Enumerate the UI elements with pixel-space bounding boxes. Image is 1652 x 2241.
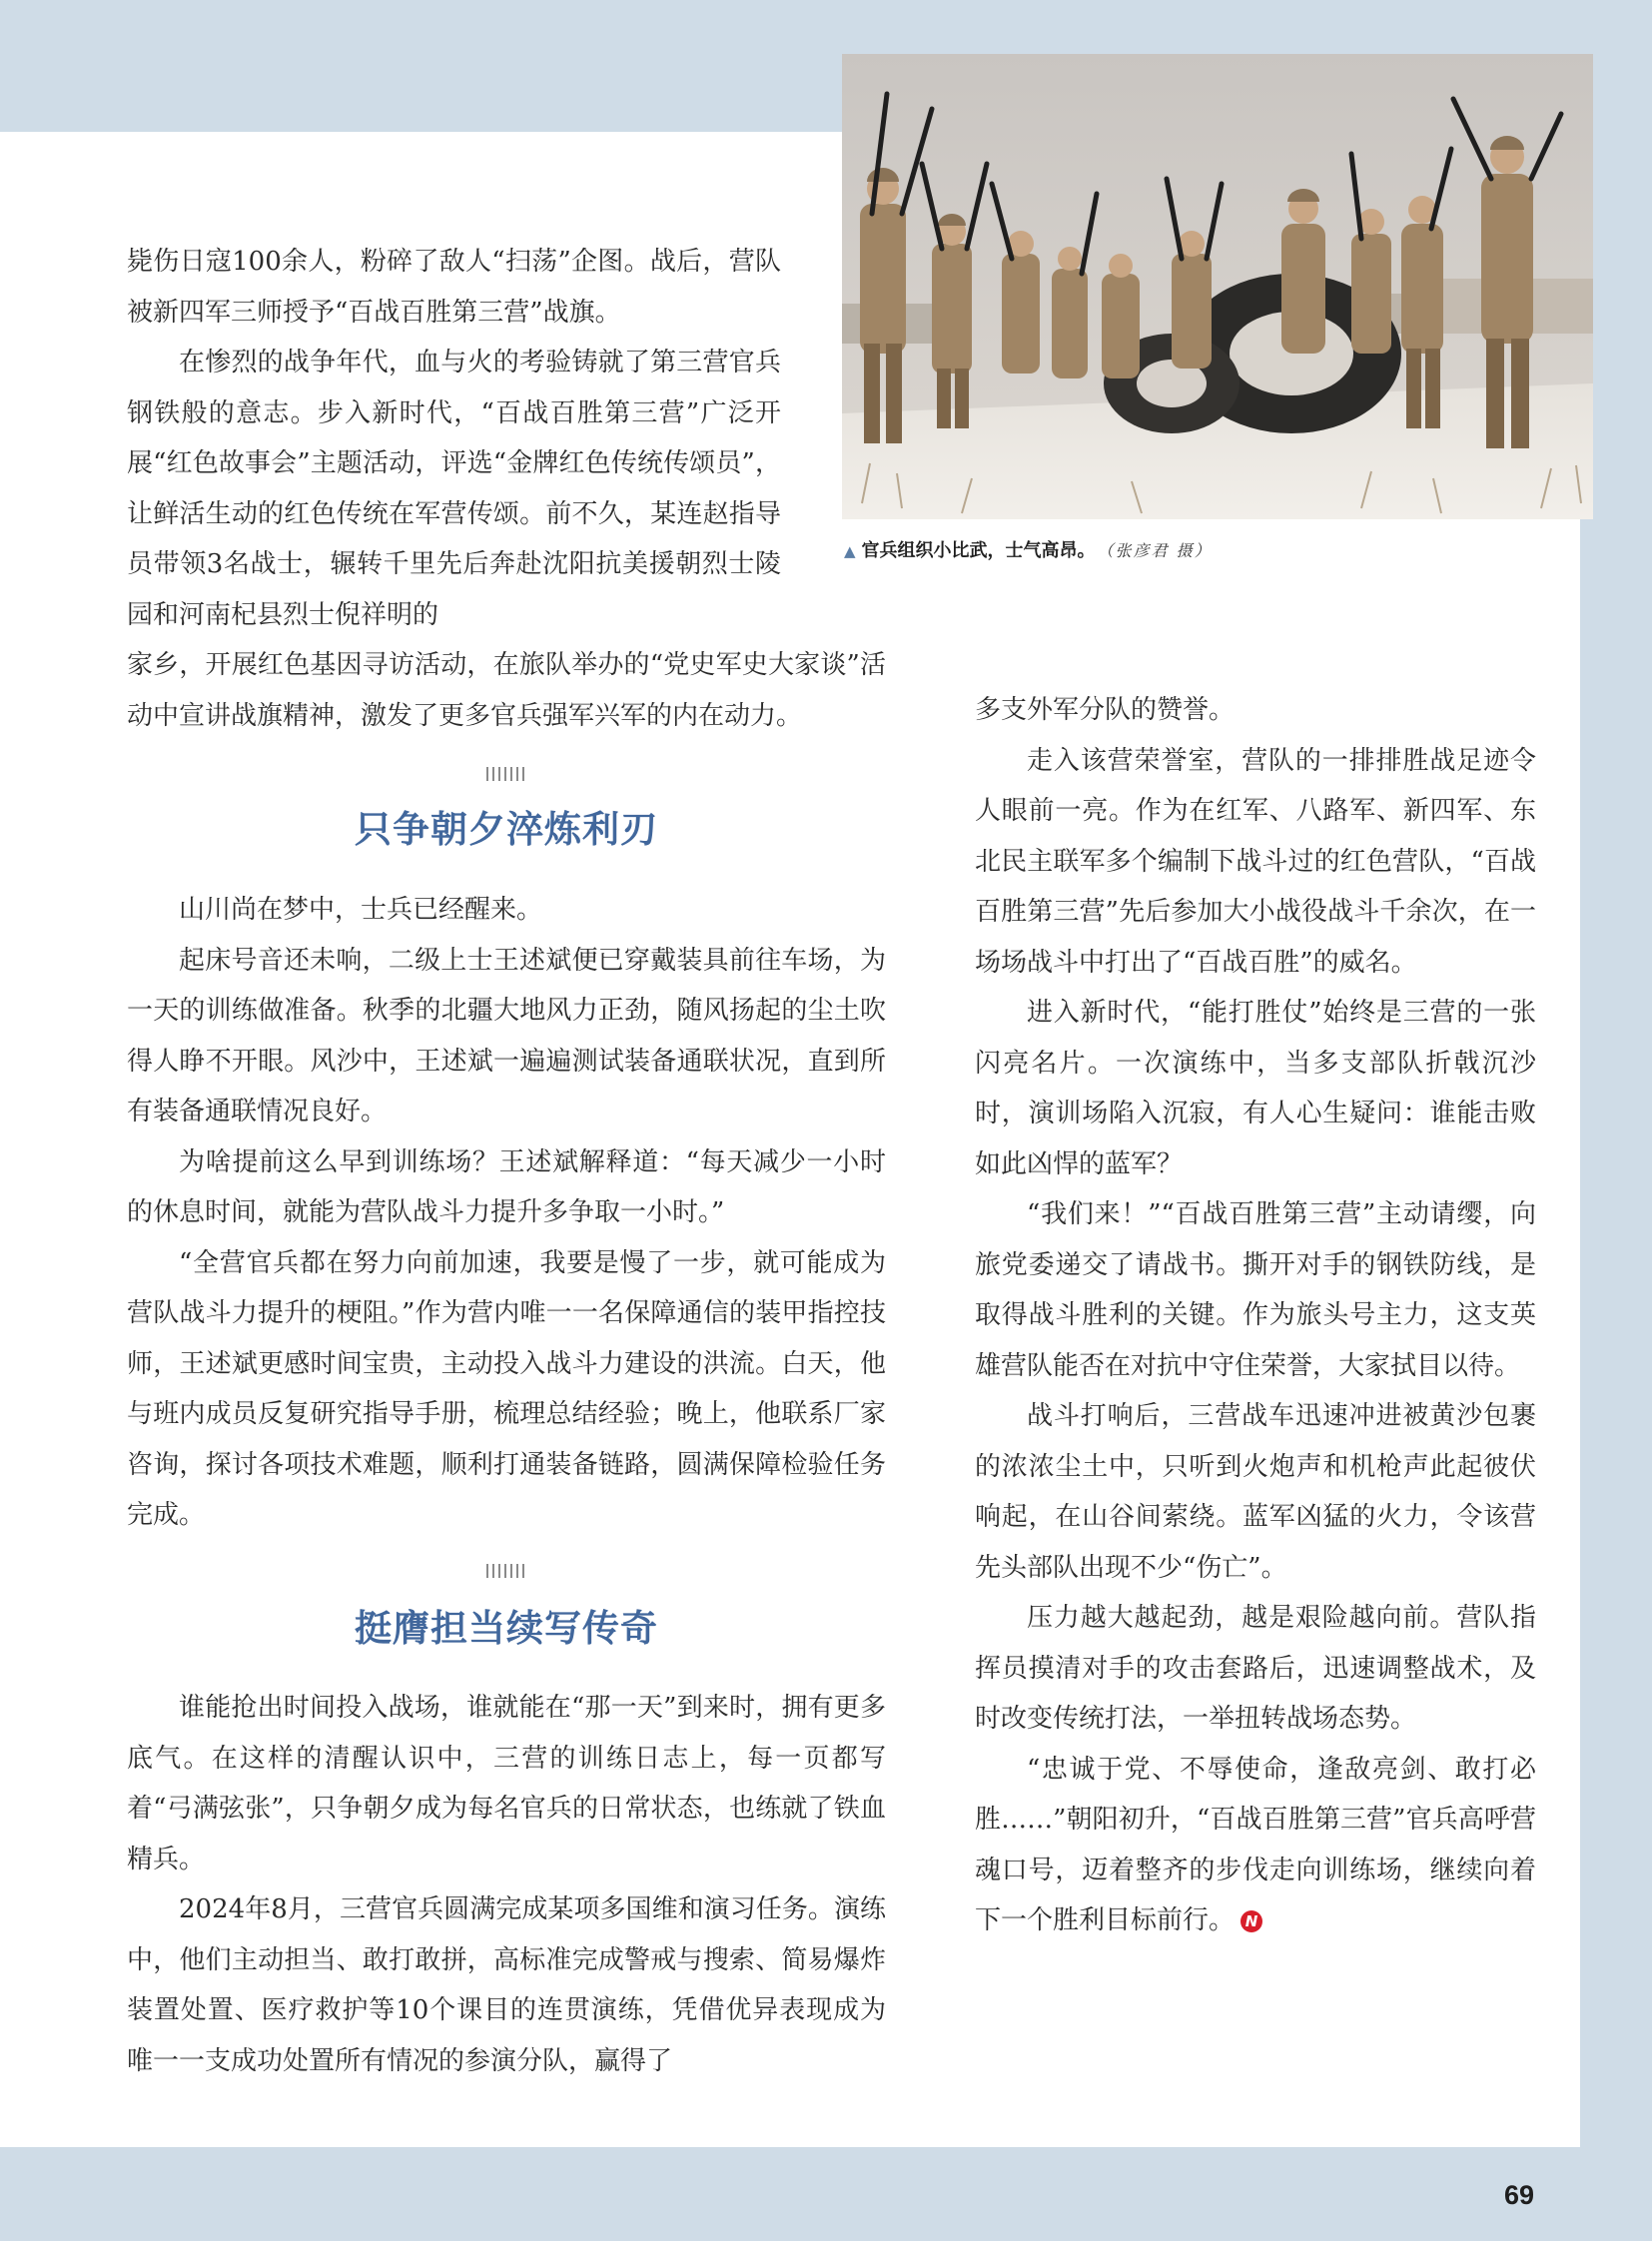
- intro-text: [127, 237, 886, 741]
- article-end-icon: N: [1240, 1910, 1262, 1932]
- photo-credit: （张彦君 摄）: [1105, 541, 1213, 560]
- intro-paragraph: 在惨烈的战争年代，血与火的考验铸就了第三营官兵钢铁般的意志。步入新时代，“百战百胜第三营”广泛开展“红色故事会”主题活动，评选“金牌红色传统传颂员”，让鲜活生动的红色传统在军营传颂。前不久，某连赵指导员带领3名战士，辗转千里先后奔赴沈阳抗美援朝烈士陵园和河南杞县烈士倪祥明的: [127, 348, 781, 630]
- soldiers-photo: [842, 54, 1593, 519]
- right-column-text: [975, 685, 1536, 1946]
- section1-paragraph: 为啥提前这么早到训练场？王述斌解释道：“每天减少一小时的休息时间，就能为营队战斗力提升多争取一小时。”: [127, 1146, 886, 1227]
- section1-paragraph: “全营官兵都在努力向前加速，我要是慢了一步，就可能成为营队战斗力提升的梗阻。”作为营内唯一一名保障通信的装甲指控技师，王述斌更感时间宝贵，主动投入战斗力建设的洪流。白天，他与班内成员反复研究指导手册，梳理总结经验；晚上，他联系厂家咨询，探讨各项技术难题，顺利打通装备链路，圆满保障检验任务完成。: [127, 1247, 886, 1530]
- soldiers-photo-illustration: [842, 54, 1593, 519]
- right-paragraph: 进入新时代，“能打胜仗”始终是三营的一张闪亮名片。一次演练中，当多支部队折戟沉沙时，演训场陷入沉寂，有人心生疑问：谁能击败如此凶悍的蓝军？: [975, 998, 1536, 1179]
- photo-caption: [844, 536, 1583, 562]
- section-marker-1: [486, 767, 526, 781]
- page-number: 69: [1503, 2180, 1534, 2210]
- section2-text: [127, 1683, 886, 2086]
- section-heading-1: 只争朝夕淬炼利刃: [355, 808, 658, 851]
- intro-paragraph: 毙伤日寇100余人，粉碎了敌人“扫荡”企图。战后，营队被新四军三师授予“百战百胜第三营”战旗。: [127, 247, 781, 328]
- section2-paragraph: 2024年8月，三营官兵圆满完成某项多国维和演习任务。演练中，他们主动担当、敢打敢拼，高标准完成警戒与搜索、简易爆炸装置处置、医疗救护等10个课目的连贯演练，凭借优异表现成为唯一一支成功处置所有情况的参演分队，赢得了: [127, 1894, 886, 2076]
- intro-paragraph: 家乡，开展红色基因寻访活动，在旅队举办的“党史军史大家谈”活动中宣讲战旗精神，激发了更多官兵强军兴军的内在动力。: [127, 650, 886, 731]
- right-paragraph: 走入该营荣誉室，营队的一排排胜战足迹令人眼前一亮。作为在红军、八路军、新四军、东北民主联军多个编制下战斗过的红色营队，“百战百胜第三营”先后参加大小战役战斗千余次，在一场场战斗中打出了“百战百胜”的威名。: [975, 745, 1536, 978]
- right-paragraph: 压力越大越起劲，越是艰险越向前。营队指挥员摸清对手的攻击套路后，迅速调整战术，及时改变传统打法，一举扭转战场态势。: [975, 1603, 1536, 1734]
- right-paragraph: “我们来！”“百战百胜第三营”主动请缨，向旅党委递交了请战书。撕开对手的钢铁防线，是取得战斗胜利的关键。作为旅头号主力，这支英雄营队能否在对抗中守住荣誉，大家拭目以待。: [975, 1199, 1536, 1381]
- section1-text: [127, 885, 886, 1541]
- section-heading-2: 挺膺担当续写传奇: [355, 1607, 658, 1650]
- section2-paragraph: 谁能抢出时间投入战场，谁就能在“那一天”到来时，拥有更多底气。在这样的清醒认识中，三营的训练日志上，每一页都写着“弓满弦张”，只争朝夕成为每名官兵的日常状态，也练就了铁血精兵。: [127, 1693, 886, 1874]
- bottom-decor-band: [0, 2147, 1652, 2241]
- section-marker-2: [486, 1564, 526, 1578]
- section1-paragraph: 山川尚在梦中，士兵已经醒来。: [179, 895, 543, 925]
- right-paragraph: 多支外军分队的赞誉。: [975, 695, 1236, 725]
- right-paragraph: 战斗打响后，三营战车迅速冲进被黄沙包裹的浓浓尘土中，只听到火炮声和机枪声此起彼伏响起，在山谷间萦绕。蓝军凶猛的火力，令该营先头部队出现不少“伤亡”。: [975, 1401, 1536, 1583]
- caption-text: 官兵组织小比武，士气高昂。: [861, 540, 1096, 561]
- right-paragraph-final: [975, 1745, 1536, 1946]
- final-paragraph-text: “忠诚于党、不辱使命，逢敌亮剑、敢打必胜……”朝阳初升，“百战百胜第三营”官兵高呼营魂口号，迈着整齐的步伐走向训练场，继续向着下一个胜利目标前行。: [975, 1754, 1536, 1935]
- section1-paragraph: 起床号音还未响，二级上士王述斌便已穿戴装具前往车场，为一天的训练做准备。秋季的北疆大地风力正劲，随风扬起的尘土吹得人睁不开眼。风沙中，王述斌一遍遍测试装备通联状况，直到所有装备通联情况良好。: [127, 945, 886, 1126]
- triangle-up-icon: ▲: [844, 542, 856, 560]
